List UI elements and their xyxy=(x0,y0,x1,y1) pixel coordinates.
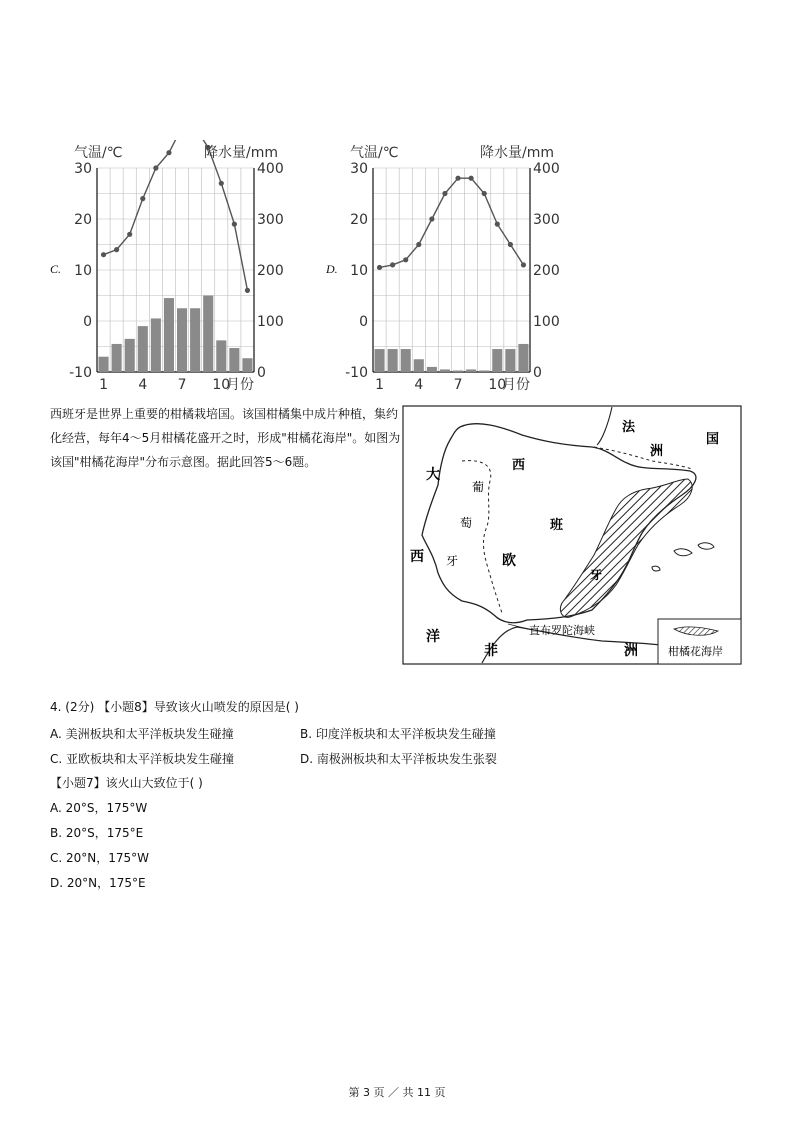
temperature-point xyxy=(521,262,526,267)
x-tick-label: 1 xyxy=(375,377,385,393)
precip-bar xyxy=(401,349,411,372)
q7-option-d: D. 20°N，175°E xyxy=(50,876,146,890)
temperature-point xyxy=(416,242,421,247)
left-tick-label: 10 xyxy=(350,263,368,279)
temperature-point xyxy=(429,216,434,221)
page-footer: 第 3 页 ／ 共 11 页 xyxy=(348,1086,446,1099)
right-tick-label: 0 xyxy=(257,365,266,381)
left-tick-label: -10 xyxy=(69,365,92,381)
label-france-1: 法 xyxy=(622,420,636,435)
label-spain-1: 西 xyxy=(512,458,526,473)
left-tick-label: 20 xyxy=(350,212,368,228)
option-d-label: D. xyxy=(326,262,338,276)
left-tick-label: 10 xyxy=(74,263,92,279)
precip-bar xyxy=(177,308,187,372)
temperature-point xyxy=(455,176,460,181)
climate-chart-c xyxy=(62,140,287,404)
label-atlantic-3: 洋 xyxy=(426,629,440,645)
label-africa-2: 洲 xyxy=(624,643,638,659)
left-tick-label: 0 xyxy=(359,314,368,330)
right-tick-label: 200 xyxy=(533,263,560,279)
label-spain-2: 班 xyxy=(550,518,564,533)
temperature-point xyxy=(390,262,395,267)
x-tick-label: 1 xyxy=(99,377,109,393)
precip-bar xyxy=(190,308,200,372)
option-c-label: C. xyxy=(50,262,62,276)
precip-bar xyxy=(440,369,450,372)
iberia-citrus-map xyxy=(402,405,742,665)
temperature-point xyxy=(442,191,447,196)
label-spain-3: 牙 xyxy=(590,568,603,582)
q7-stem: 【小题7】该火山大致位于( ) xyxy=(50,776,203,790)
left-tick-label: 0 xyxy=(83,314,92,330)
q7-option-a: A. 20°S，175°W xyxy=(50,801,148,815)
y-left-axis-label: 气温/℃ xyxy=(350,145,399,161)
x-tick-label: 4 xyxy=(138,377,148,393)
left-tick-label: 30 xyxy=(350,161,368,177)
q4-option-c: C. 亚欧板块和太平洋板块发生碰撞 xyxy=(50,752,235,766)
temperature-point xyxy=(508,242,513,247)
precip-bar xyxy=(453,370,463,372)
temperature-point xyxy=(140,196,145,201)
y-right-axis-label: 降水量/mm xyxy=(204,145,278,161)
precip-bar xyxy=(125,339,135,372)
label-atlantic-2: 西 xyxy=(410,549,424,565)
x-tick-label: 10 xyxy=(212,377,231,393)
temperature-point xyxy=(469,176,474,181)
temperature-point xyxy=(166,150,171,155)
precip-bar xyxy=(466,369,476,372)
precip-bar xyxy=(216,340,226,372)
chart-grid xyxy=(373,168,530,372)
temperature-point xyxy=(153,165,158,170)
precip-bar xyxy=(388,349,398,372)
label-france-2: 洲 xyxy=(650,444,664,459)
climate-chart-c-svg xyxy=(62,140,287,400)
temperature-point xyxy=(495,222,500,227)
temperature-point xyxy=(101,252,106,257)
chart-grid xyxy=(97,168,254,372)
label-gibraltar: 直布罗陀海峡 xyxy=(529,624,595,637)
precip-bar xyxy=(414,359,424,372)
temperature-point xyxy=(219,181,224,186)
label-atlantic-1: 大 xyxy=(426,467,440,483)
precip-bar xyxy=(151,318,161,372)
temperature-point xyxy=(127,232,132,237)
precip-bar xyxy=(505,349,515,372)
label-portugal-1: 葡 xyxy=(472,480,485,494)
label-europe: 欧 xyxy=(502,553,516,569)
q7-option-b: B. 20°S，175°E xyxy=(50,826,144,840)
x-tick-label: 10 xyxy=(488,377,507,393)
right-tick-label: 400 xyxy=(257,161,284,177)
x-tick-label: 7 xyxy=(177,377,187,393)
x-tick-label: 4 xyxy=(414,377,424,393)
precip-bar xyxy=(138,326,148,372)
temperature-point xyxy=(377,265,382,270)
right-tick-label: 300 xyxy=(533,212,560,228)
precip-bar xyxy=(375,349,385,372)
right-tick-label: 200 xyxy=(257,263,284,279)
precip-bar xyxy=(427,367,437,372)
x-axis-label: 月份 xyxy=(502,377,530,393)
right-tick-label: 0 xyxy=(533,365,542,381)
precip-bar xyxy=(164,298,174,372)
y-left-axis-label: 气温/℃ xyxy=(74,145,123,161)
legend-label: 柑橘花海岸 xyxy=(668,645,723,658)
label-portugal-3: 牙 xyxy=(446,554,459,568)
precip-bar xyxy=(229,348,239,372)
x-axis-label: 月份 xyxy=(226,377,254,393)
right-tick-label: 100 xyxy=(257,314,284,330)
label-africa-1: 非 xyxy=(484,643,498,659)
climate-chart-d-svg xyxy=(338,140,563,400)
balearic-island-3 xyxy=(652,566,660,571)
left-tick-label: -10 xyxy=(345,365,368,381)
q4-option-d: D. 南极洲板块和太平洋板块发生张裂 xyxy=(300,752,497,766)
right-tick-label: 400 xyxy=(533,161,560,177)
right-tick-label: 300 xyxy=(257,212,284,228)
q7-option-c: C. 20°N，175°W xyxy=(50,851,150,865)
climate-chart-d xyxy=(338,140,563,404)
temperature-point xyxy=(232,222,237,227)
left-tick-label: 20 xyxy=(74,212,92,228)
precip-bar xyxy=(492,349,502,372)
left-tick-label: 30 xyxy=(74,161,92,177)
precip-bar xyxy=(99,357,109,372)
intro-paragraph: 西班牙是世界上重要的柑橘栽培国。该国柑橘集中成片种植，集约化经营，每年4～5月柑橘花盛开之时，形成"柑橘花海岸"。如图为该国"柑橘花海岸"分布示意图。据此回答5～6题。 xyxy=(50,407,401,469)
q4-option-a: A. 美洲板块和太平洋板块发生碰撞 xyxy=(50,727,234,741)
precip-bar xyxy=(112,344,122,372)
q4-option-b: B. 印度洋板块和太平洋板块发生碰撞 xyxy=(300,727,496,741)
y-right-axis-label: 降水量/mm xyxy=(480,145,554,161)
right-tick-label: 100 xyxy=(533,314,560,330)
temperature-point xyxy=(114,247,119,252)
precip-bar xyxy=(242,358,252,372)
precip-bar xyxy=(203,296,213,373)
temperature-point xyxy=(403,257,408,262)
precip-bar xyxy=(479,370,489,372)
x-tick-label: 7 xyxy=(453,377,463,393)
label-france-3: 国 xyxy=(706,432,720,447)
precip-bar xyxy=(518,344,528,372)
temperature-point xyxy=(482,191,487,196)
label-portugal-2: 萄 xyxy=(460,516,473,530)
temperature-point xyxy=(245,288,250,293)
q4-stem: 4. (2分) 【小题8】导致该火山喷发的原因是( ) xyxy=(50,700,299,714)
